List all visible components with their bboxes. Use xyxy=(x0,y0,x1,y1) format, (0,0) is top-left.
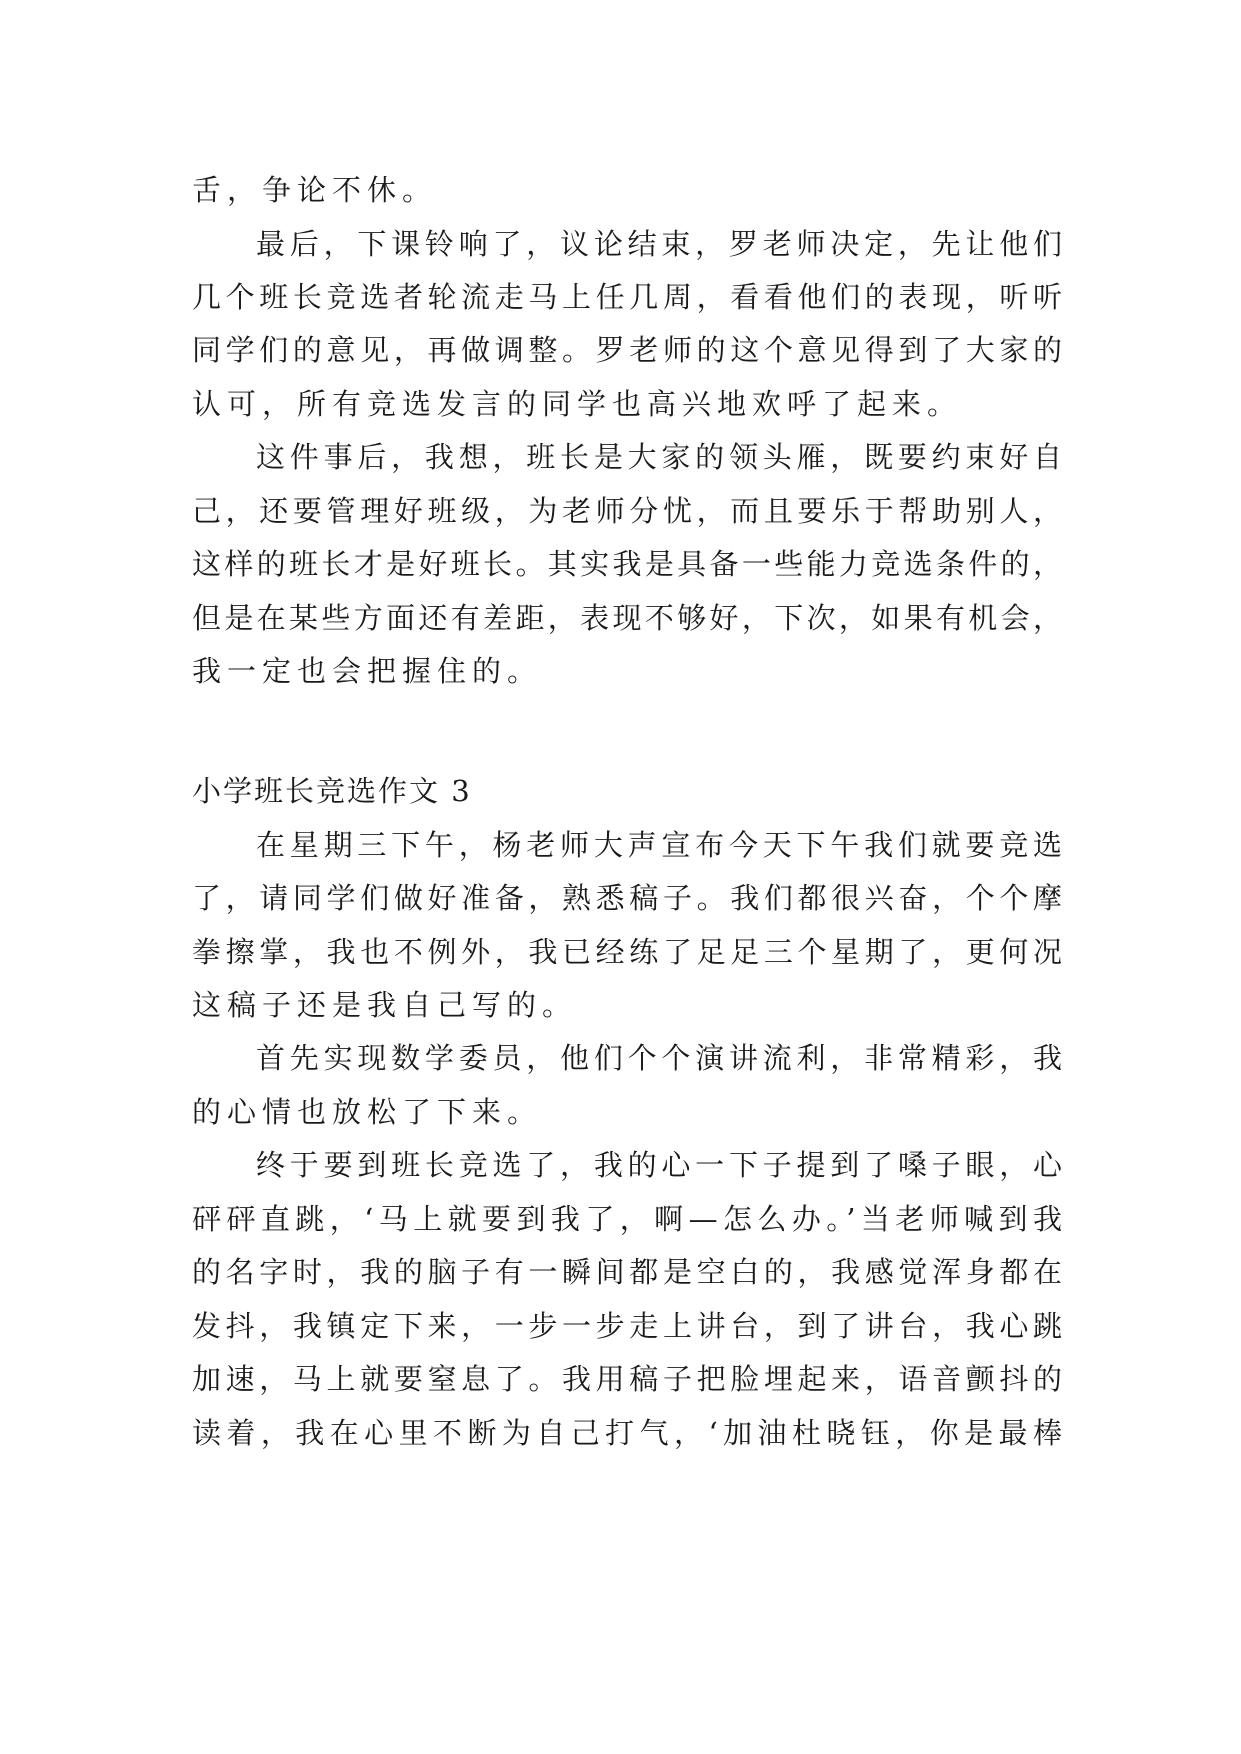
paragraph-line: 加速，马上就要窒息了。我用稿子把脸埋起来，语音颤抖的 xyxy=(192,1362,1062,1396)
paragraph-line: 的名字时，我的脑子有一瞬间都是空白的，我感觉浑身都在 xyxy=(192,1255,1062,1289)
paragraph-line: 最后，下课铃响了，议论结束，罗老师决定，先让他们 xyxy=(256,227,1062,261)
paragraph-line: 己，还要管理好班级，为老师分忧，而且要乐于帮助别人， xyxy=(192,494,1062,528)
paragraph-line: 发抖，我镇定下来，一步一步走上讲台，到了讲台，我心跳 xyxy=(192,1309,1062,1343)
paragraph-line: 这样的班长才是好班长。其实我是具备一些能力竞选条件的， xyxy=(192,547,1062,581)
paragraph-line: 首先实现数学委员，他们个个演讲流利，非常精彩，我 xyxy=(256,1041,1062,1075)
paragraph-line: 了，请同学们做好准备，熟悉稿子。我们都很兴奋，个个摩 xyxy=(192,881,1062,915)
paragraph-line: 砰砰直跳，‘马上就要到我了，啊—怎么办。’当老师喊到我 xyxy=(192,1202,1062,1236)
paragraph-line: 同学们的意见，再做调整。罗老师的这个意见得到了大家的 xyxy=(192,333,1062,367)
paragraph-line: 读着，我在心里不断为自己打气，‘加油杜晓钰，你是最棒 xyxy=(192,1416,1062,1450)
section-heading: 小学班长竞选作文 3 xyxy=(192,774,472,808)
paragraph-line: 认可，所有竞选发言的同学也高兴地欢呼了起来。 xyxy=(192,387,963,421)
paragraph-line: 拳擦掌，我也不例外，我已经练了足足三个星期了，更何况 xyxy=(192,935,1062,969)
paragraph-line: 在星期三下午，杨老师大声宣布今天下午我们就要竞选 xyxy=(256,828,1062,862)
paragraph-line: 这稿子还是我自己写的。 xyxy=(192,988,578,1022)
paragraph-line: 几个班长竞选者轮流走马上任几周，看看他们的表现，听听 xyxy=(192,280,1062,314)
paragraph-line: 这件事后，我想，班长是大家的领头雁，既要约束好自 xyxy=(256,440,1062,474)
paragraph-line: 但是在某些方面还有差距，表现不够好，下次，如果有机会， xyxy=(192,601,1062,635)
paragraph-line: 终于要到班长竞选了，我的心一下子提到了嗓子眼，心 xyxy=(256,1148,1062,1182)
paragraph-line: 舌，争论不休。 xyxy=(192,173,438,207)
paragraph-line: 我一定也会把握住的。 xyxy=(192,654,543,688)
paragraph-line: 的心情也放松了下来。 xyxy=(192,1095,543,1129)
